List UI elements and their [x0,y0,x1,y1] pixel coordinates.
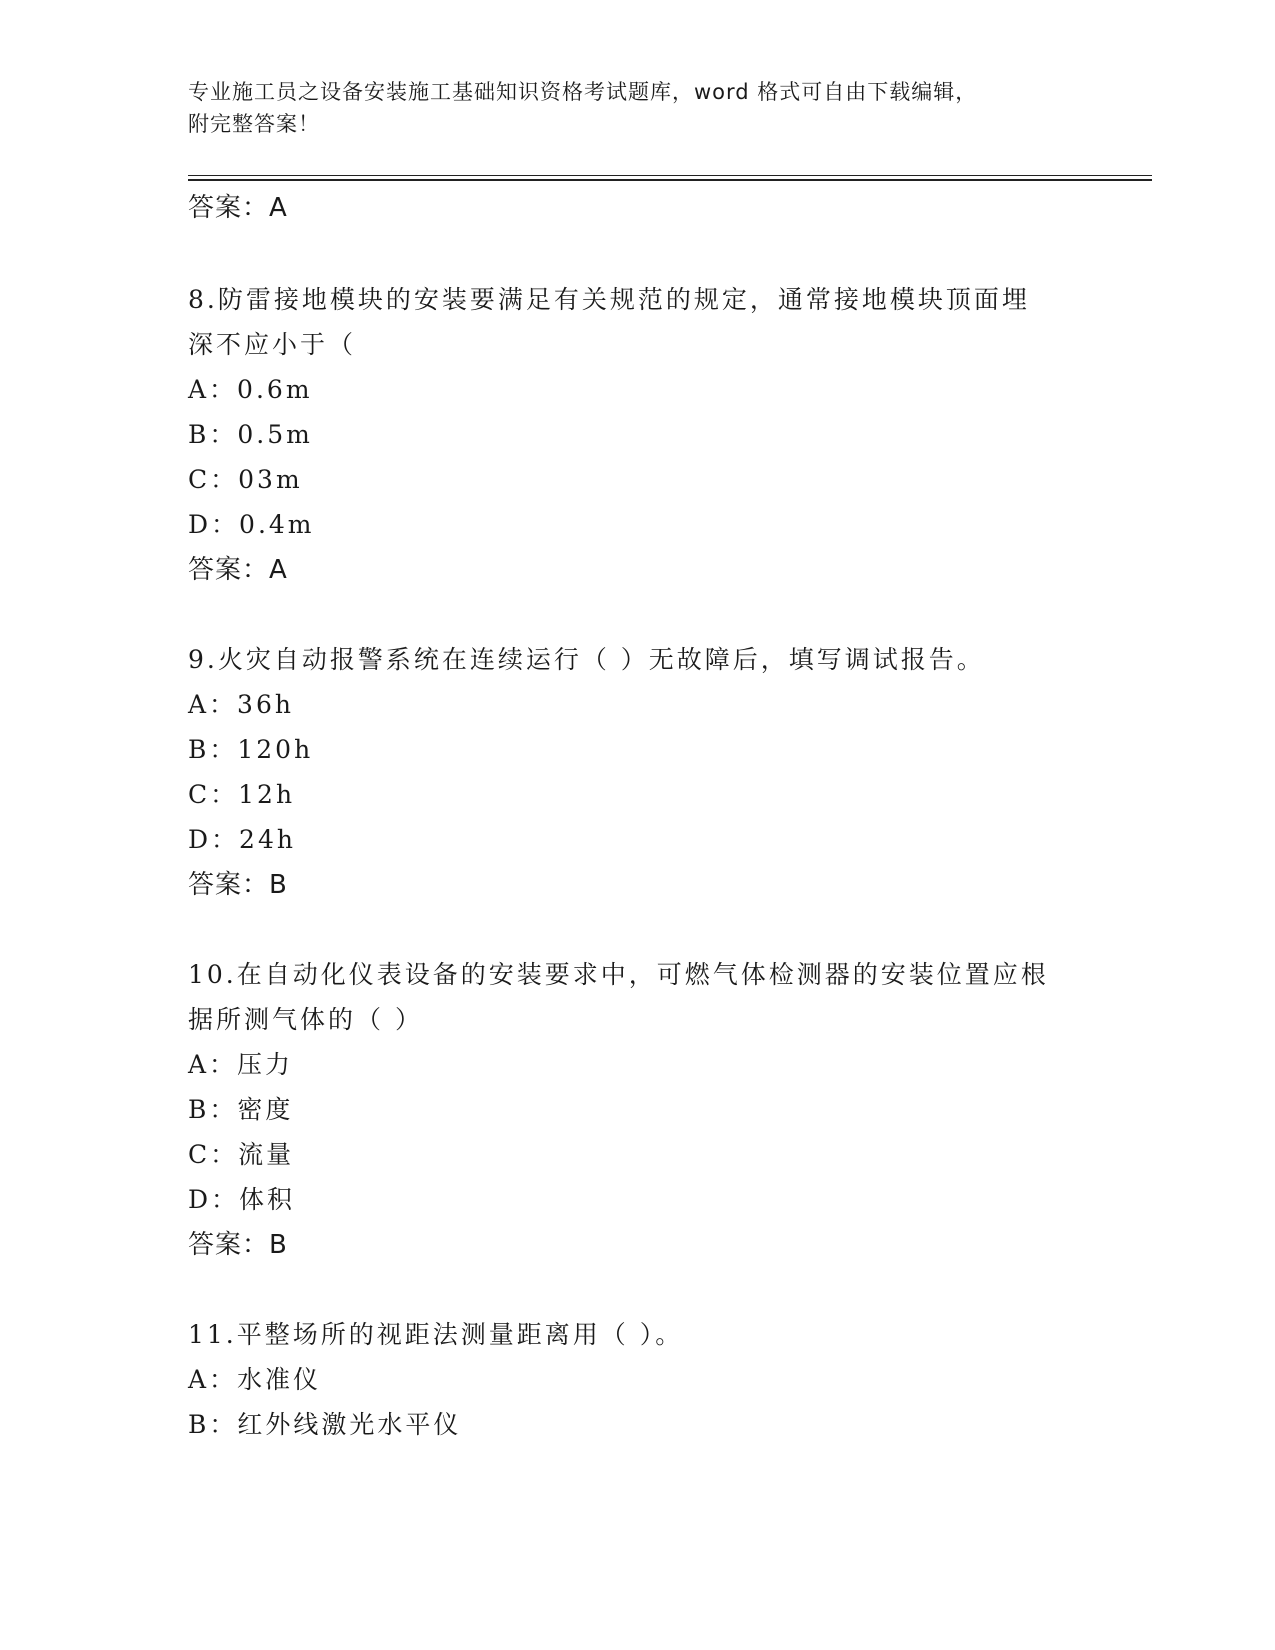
document-header [188,76,1088,140]
option-a: A：水准仪 [188,1365,322,1394]
question-stem: 深不应小于（ [188,330,357,359]
option-c: C：12h [188,780,296,809]
header-line-1: 专业施工员之设备安装施工基础知识资格考试题库，word 格式可自由下载编辑， [188,80,978,104]
header-divider-thin [188,175,1152,176]
option-d: D：体积 [188,1185,296,1214]
option-d: D：24h [188,825,296,854]
answer-line: 答案：A [188,555,288,585]
option-c: C：流量 [188,1140,295,1169]
option-c: C：03m [188,465,303,494]
question-stem: 据所测气体的（ ） [188,1005,423,1034]
option-b: B：0.5m [188,420,313,449]
option-a: A：36h [188,690,294,719]
answer-line: 答案：B [188,870,288,900]
question-stem: 10.在自动化仪表设备的安装要求中，可燃气体检测器的安装位置应根 [188,960,1049,989]
answer-line: 答案：B [188,1230,288,1260]
option-b: B：120h [188,735,314,764]
question-stem: 8.防雷接地模块的安装要满足有关规范的规定，通常接地模块顶面埋 [188,285,1030,314]
option-b: B：红外线激光水平仪 [188,1410,462,1439]
option-b: B：密度 [188,1095,294,1124]
question-stem: 11.平整场所的视距法测量距离用（ ）。 [188,1320,684,1349]
option-a: A：0.6m [188,375,313,404]
answer-line: 答案：A [188,193,288,223]
option-d: D：0.4m [188,510,315,539]
header-line-2: 附完整答案！ [188,112,320,136]
question-stem: 9.火灾自动报警系统在连续运行（ ）无故障后，填写调试报告。 [188,645,985,674]
header-divider-thick [188,179,1152,181]
option-a: A：压力 [188,1050,294,1079]
